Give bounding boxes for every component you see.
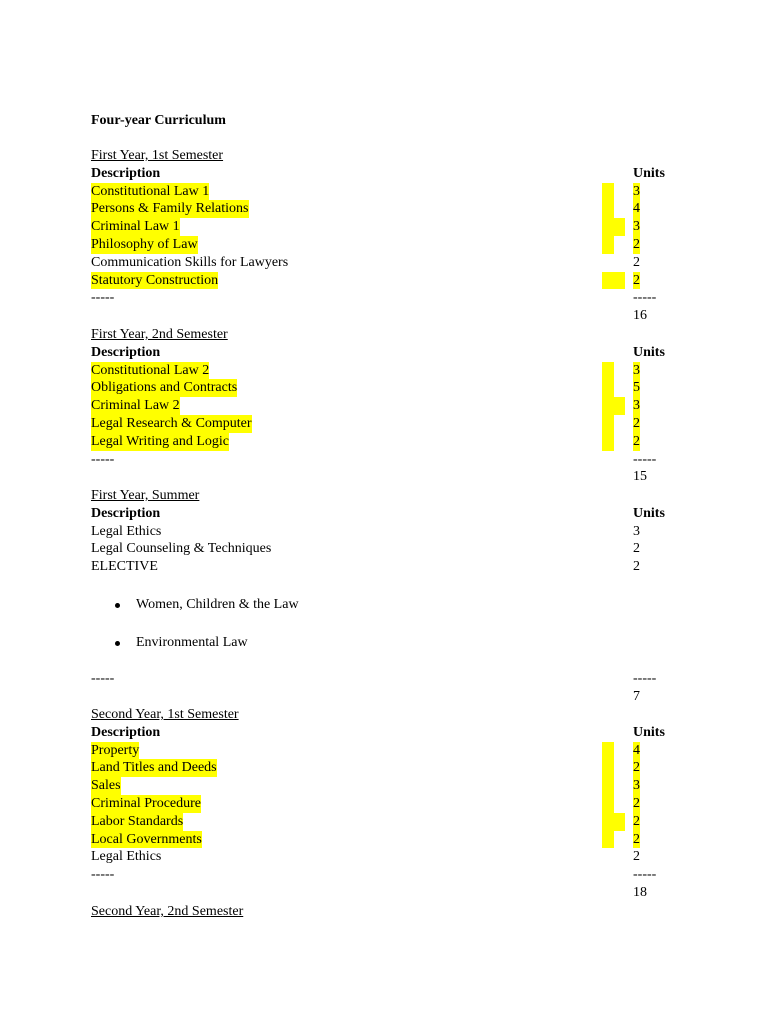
course-description: Constitutional Law 2 (91, 362, 210, 378)
course-row (91, 379, 691, 397)
course-row (91, 848, 691, 866)
course-description: Communication Skills for Lawyers (91, 254, 289, 270)
course-units: 3 (633, 362, 640, 378)
highlight-mark (602, 777, 614, 795)
course-row (91, 558, 691, 576)
course-units: 2 (633, 760, 640, 776)
separator: ----- (91, 290, 115, 306)
section-first-year-2nd-semester (91, 326, 691, 486)
course-description: Legal Writing and Logic (91, 433, 229, 449)
course-units: 2 (633, 813, 640, 829)
course-description: Land Titles and Deeds (91, 760, 217, 776)
course-units: 2 (633, 433, 640, 449)
course-description: Criminal Law 2 (91, 398, 180, 414)
separator: ----- (91, 867, 115, 883)
section-second-year-2nd-semester (91, 903, 691, 921)
highlight-mark (602, 415, 614, 433)
column-header-description: Description (91, 724, 161, 740)
course-description: Property (91, 742, 140, 758)
course-units: 4 (633, 201, 640, 217)
section-heading: Second Year, 1st Semester (91, 707, 239, 722)
highlight-mark (602, 183, 614, 201)
course-units: 2 (633, 559, 640, 575)
bullet-icon (115, 641, 120, 646)
course-row (91, 254, 691, 272)
elective-option: Environmental Law (136, 634, 248, 650)
highlight-mark (602, 362, 614, 380)
course-units: 5 (633, 380, 640, 396)
course-row (91, 272, 691, 290)
course-description: Obligations and Contracts (91, 380, 238, 396)
separator: ----- (633, 670, 657, 686)
course-units: 3 (633, 183, 640, 199)
section-first-year-summer (91, 487, 691, 706)
course-description: Constitutional Law 1 (91, 183, 210, 199)
units-total: 7 (633, 688, 640, 704)
course-row (91, 777, 691, 795)
column-header-units: Units (633, 724, 665, 740)
highlight-mark (602, 813, 625, 831)
section-heading: First Year, 2nd Semester (91, 327, 228, 342)
separator: ----- (91, 670, 115, 686)
units-total: 16 (633, 308, 647, 324)
column-header-units: Units (633, 505, 665, 521)
course-row (91, 397, 691, 415)
highlight-mark (602, 218, 625, 236)
highlight-mark (602, 795, 614, 813)
highlight-mark (602, 397, 625, 415)
course-description: Legal Counseling & Techniques (91, 541, 272, 557)
course-units: 2 (633, 236, 640, 252)
highlight-mark (602, 379, 614, 397)
course-description: Legal Research & Computer (91, 415, 252, 431)
course-units: 2 (633, 831, 640, 847)
highlight-mark (602, 742, 614, 760)
course-row (91, 523, 691, 541)
course-units: 2 (633, 795, 640, 811)
highlight-mark (602, 200, 614, 218)
course-units: 3 (633, 778, 640, 794)
elective-option: Women, Children & the Law (136, 596, 299, 612)
course-row (91, 742, 691, 760)
course-description: Legal Ethics (91, 523, 162, 539)
course-units: 2 (633, 541, 640, 557)
course-units: 2 (633, 254, 640, 270)
course-row (91, 200, 691, 218)
highlight-mark (602, 236, 614, 254)
course-description: Sales (91, 778, 121, 794)
separator: ----- (633, 451, 657, 467)
course-units: 2 (633, 272, 640, 288)
column-header-description: Description (91, 165, 161, 181)
units-total: 15 (633, 469, 647, 485)
course-description: ELECTIVE (91, 559, 158, 575)
separator: ----- (91, 451, 115, 467)
course-units: 3 (633, 523, 640, 539)
course-description: Criminal Procedure (91, 795, 202, 811)
highlight-mark (602, 272, 625, 290)
course-units: 3 (633, 398, 640, 414)
course-description: Labor Standards (91, 813, 184, 829)
section-first-year-1st-semester (91, 147, 691, 325)
course-description: Criminal Law 1 (91, 219, 180, 235)
section-heading: First Year, Summer (91, 488, 200, 503)
highlight-mark (602, 433, 614, 451)
column-header-units: Units (633, 344, 665, 360)
elective-options-list (91, 576, 691, 670)
column-header-description: Description (91, 344, 161, 360)
column-header-description: Description (91, 505, 161, 521)
bullet-icon (115, 603, 120, 608)
course-row (91, 433, 691, 451)
course-units: 4 (633, 742, 640, 758)
section-heading: Second Year, 2nd Semester (91, 904, 244, 919)
course-description: Statutory Construction (91, 272, 219, 288)
course-row (91, 540, 691, 558)
highlight-mark (602, 759, 614, 777)
course-row (91, 759, 691, 777)
section-heading: First Year, 1st Semester (91, 148, 224, 163)
course-row (91, 362, 691, 380)
course-description: Philosophy of Law (91, 236, 198, 252)
document-title: Four-year Curriculum (91, 113, 226, 128)
course-description: Persons & Family Relations (91, 201, 249, 217)
course-row (91, 183, 691, 201)
column-header-units: Units (633, 165, 665, 181)
course-row (91, 831, 691, 849)
course-description: Local Governments (91, 831, 202, 847)
course-description: Legal Ethics (91, 849, 162, 865)
separator: ----- (633, 290, 657, 306)
course-units: 2 (633, 849, 640, 865)
course-row (91, 813, 691, 831)
course-row (91, 218, 691, 236)
section-second-year-1st-semester (91, 706, 691, 902)
course-units: 2 (633, 415, 640, 431)
separator: ----- (633, 867, 657, 883)
units-total: 18 (633, 884, 647, 900)
course-row (91, 795, 691, 813)
course-row (91, 236, 691, 254)
course-row (91, 415, 691, 433)
highlight-mark (602, 831, 614, 849)
course-units: 3 (633, 219, 640, 235)
